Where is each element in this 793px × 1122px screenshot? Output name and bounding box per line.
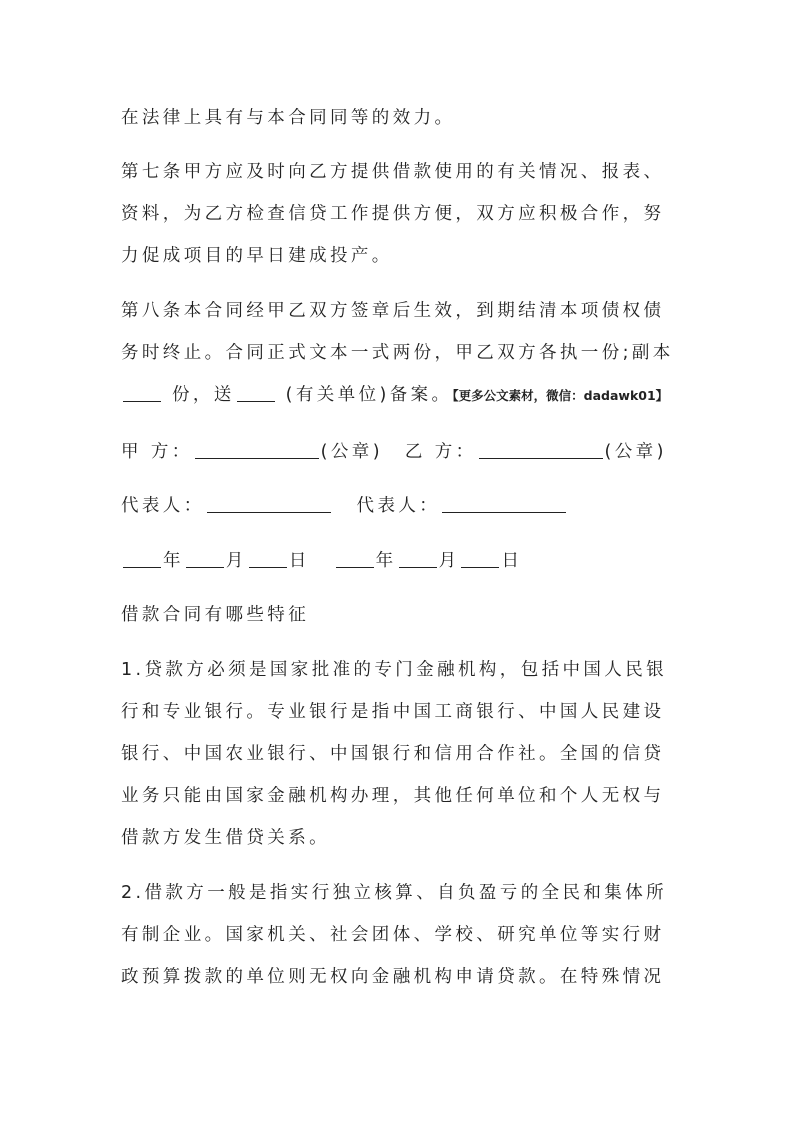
text-line: 借款方发生借贷关系。: [121, 828, 330, 848]
party-b-label: 乙 方：: [404, 442, 477, 462]
text-line: 第七条甲方应及时向乙方提供借款使用的有关情况、报表、: [121, 162, 665, 182]
rep-a-label: 代表人：: [121, 496, 205, 516]
text-line: 业务只能由国家金融机构办理，其他任何单位和个人无权与: [121, 786, 665, 806]
rep-a-blank[interactable]: [207, 494, 331, 513]
party-a-blank[interactable]: [195, 440, 319, 459]
text-line: 行和专业银行。专业银行是指中国工商银行、中国人民建设: [121, 702, 665, 722]
year-a-blank[interactable]: [123, 549, 161, 568]
promo-note: 【更多公文素材，微信：dadawk01】: [452, 388, 669, 403]
rep-b-label: 代表人：: [356, 496, 441, 516]
day-label: 日: [501, 551, 523, 571]
copies-text: 份，送: [171, 385, 235, 405]
text-line: 有制企业。国家机关、社会团体、学校、研究单位等实行财: [121, 925, 665, 945]
section-heading: 借款合同有哪些特征: [121, 605, 310, 625]
text-line: 在法律上具有与本合同同等的效力。: [121, 108, 456, 128]
copies-line: [121, 383, 668, 408]
filing-text: (有关单位)备案。: [285, 385, 453, 405]
year-label: 年: [375, 551, 397, 571]
text-line: 1.贷款方必须是国家批准的专门金融机构，包括中国人民银: [121, 660, 667, 680]
month-b-blank[interactable]: [399, 549, 437, 568]
party-a-label: 甲 方：: [121, 442, 193, 462]
signature-rep-line: [121, 494, 568, 518]
blank-field[interactable]: [237, 383, 275, 402]
text-line: 第八条本合同经甲乙双方签章后生效，到期结清本项债权债: [121, 301, 665, 321]
text-line: 资料，为乙方检查信贷工作提供方便，双方应积极合作，努: [121, 204, 665, 224]
text-line: 力促成项目的早日建成投产。: [121, 246, 393, 266]
text-line: 务时终止。合同正式文本一式两份，甲乙双方各执一份;副本: [121, 343, 674, 363]
text-line: 2.借款方一般是指实行独立核算、自负盈亏的全民和集体所: [121, 883, 667, 903]
seal-a-label: (公章): [320, 442, 383, 462]
month-label: 月: [225, 551, 247, 571]
day-a-blank[interactable]: [249, 549, 287, 568]
seal-b-label: (公章): [604, 442, 667, 462]
year-b-blank[interactable]: [336, 549, 374, 568]
day-b-blank[interactable]: [461, 549, 499, 568]
party-b-blank[interactable]: [479, 440, 603, 459]
month-a-blank[interactable]: [186, 549, 224, 568]
day-label: 日: [288, 551, 310, 571]
blank-field[interactable]: [123, 383, 161, 402]
text-line: 银行、中国农业银行、中国银行和信用合作社。全国的信贷: [121, 744, 665, 764]
signature-party-line: [121, 440, 667, 464]
text-line: 政预算拨款的单位则无权向金融机构申请贷款。在特殊情况: [121, 967, 665, 987]
month-label: 月: [438, 551, 460, 571]
rep-b-blank[interactable]: [442, 494, 566, 513]
year-label: 年: [163, 551, 184, 571]
signature-date-line: [121, 549, 522, 573]
